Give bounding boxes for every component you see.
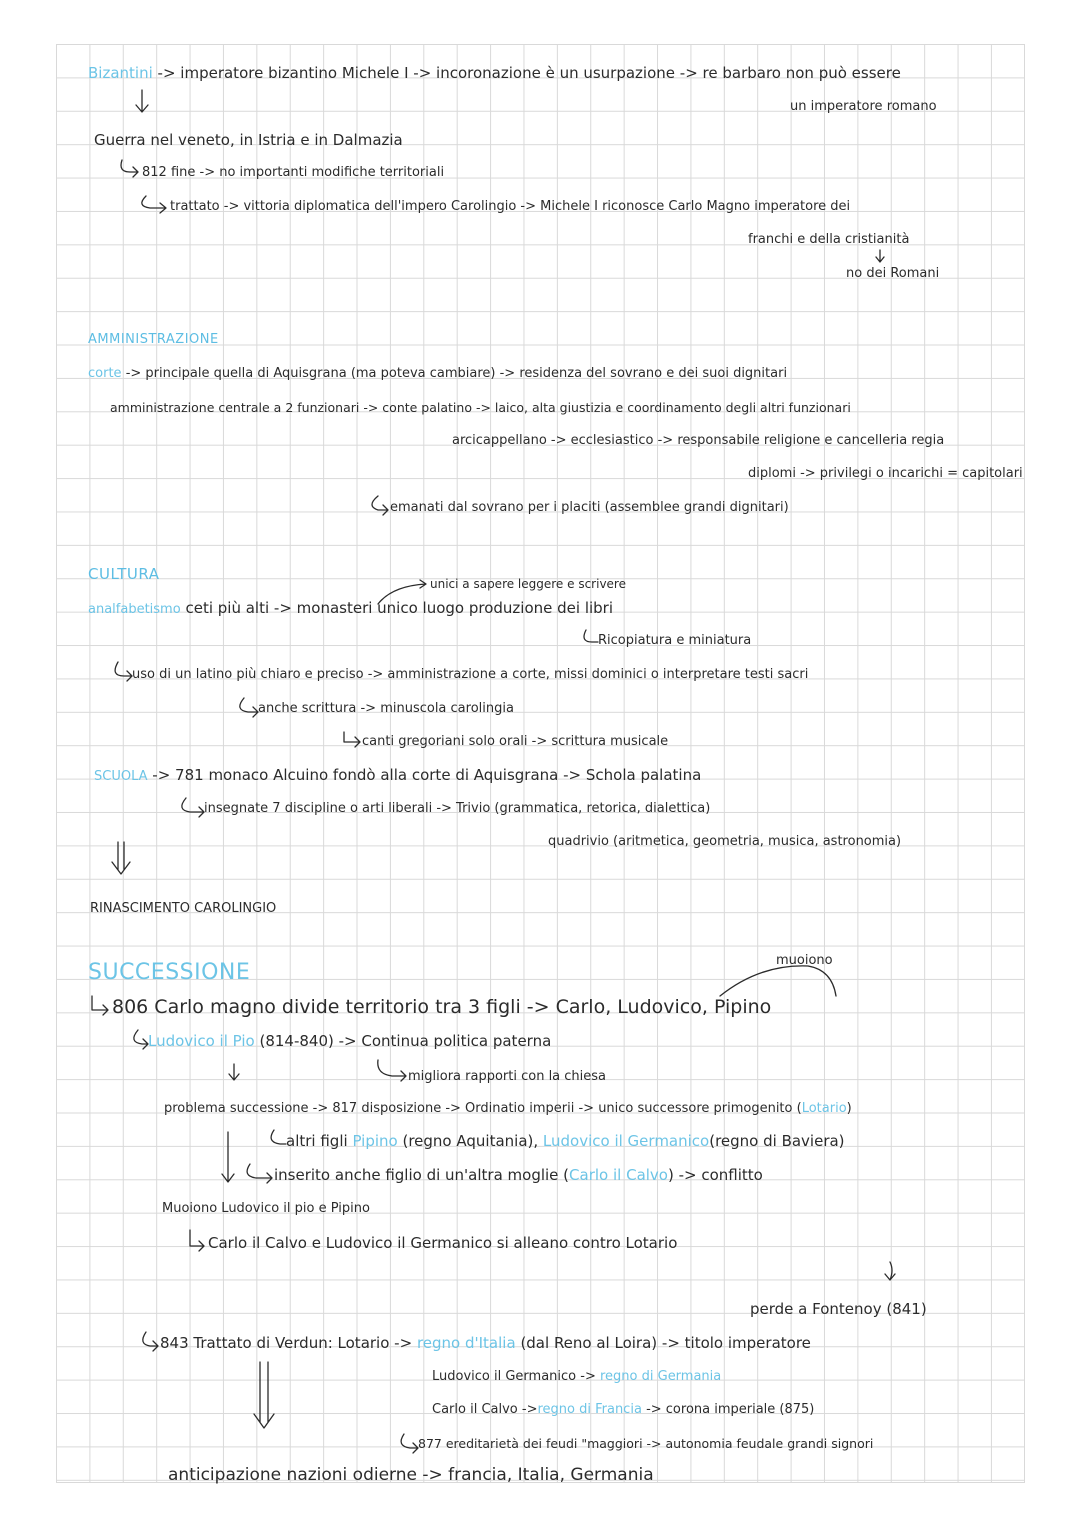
successione-line-10: 843 Trattato di Verdun: Lotario -> regno d'Italia (dal Reno al Loira) -> titolo imperatore (160, 1334, 811, 1352)
successione-line-8: Carlo il Calvo e Ludovico il Germanico si alleano contro Lotario (208, 1234, 678, 1252)
bizantini-label: Bizantini (88, 64, 153, 82)
bizantini-line-2: un imperatore romano (790, 99, 937, 114)
amministrazione-line-4: diplomi -> privilegi o incarichi = capitolari (748, 466, 1023, 481)
bizantini-line-5: trattato -> vittoria diplomatica dell'impero Carolingio -> Michele I riconosce Carlo Magno imperatore dei (170, 199, 851, 214)
successione-line-14: anticipazione nazioni odierne -> francia, Italia, Germania (168, 1465, 654, 1485)
hook-arrow-icon (115, 662, 132, 681)
scuola-label: SCUOLA (94, 769, 148, 784)
successione-line-4: problema successione -> 817 disposizione -> Ordinatio imperii -> unico successore primogenito (Lotario) (164, 1101, 852, 1116)
lotario-name: Lotario (801, 1101, 847, 1116)
successione-line-2: Ludovico il Pio (814-840) -> Continua politica paterna (148, 1032, 552, 1050)
cultura-line-3: uso di un latino più chiaro e preciso -> amministrazione a corte, missi dominici o interpretare testi sacri (132, 667, 809, 682)
down-arrow-icon (229, 1064, 239, 1080)
hook-arrow-icon (190, 1230, 204, 1251)
successione-line-3: migliora rapporti con la chiesa (408, 1069, 607, 1084)
successione-line-13: 877 ereditarietà dei feudi "maggiori -> autonomia feudale grandi signori (418, 1436, 874, 1451)
down-arrow-icon (136, 90, 148, 112)
cultura-line-2: Ricopiatura e miniatura (598, 633, 752, 648)
successione-line-5: altri figli Pipino (regno Aquitania), Ludovico il Germanico(regno di Baviera) (286, 1132, 845, 1150)
successione-line-11: Ludovico il Germanico -> regno di Germania (432, 1369, 722, 1384)
amministrazione-line-3: arcicappellano -> ecclesiastico -> responsabile religione e cancelleria regia (452, 433, 945, 448)
hook-arrow-icon (401, 1434, 418, 1453)
hook-arrow-icon (344, 732, 360, 747)
hook-arrow-icon (182, 798, 204, 817)
cultura-line-6: SCUOLA -> 781 monaco Alcuino fondò alla corte di Aquisgrana -> Schola palatina (94, 766, 702, 784)
rinascimento-carolingio: RINASCIMENTO CAROLINGIO (90, 901, 277, 916)
muoiono-note: muoiono (776, 953, 833, 968)
down-arrow-icon (885, 1262, 895, 1280)
ludovico-il-pio-name: Ludovico il Pio (148, 1032, 255, 1050)
amministrazione-line-1: corte -> principale quella di Aquisgrana (ma poteva cambiare) -> residenza del sovrano e dei suoi dignitari (88, 366, 788, 381)
hook-arrow-icon (121, 160, 138, 177)
hook-arrow-icon (240, 698, 258, 717)
cultura-line-5: canti gregoriani solo orali -> scrittura musicale (362, 734, 669, 749)
cultura-line-7: insegnate 7 discipline o arti liberali -> Trivio (grammatica, retorica, dialettica) (204, 801, 711, 816)
hook-arrow-icon (143, 1332, 158, 1351)
curved-arrow-icon (378, 580, 426, 604)
successione-line-7: Muoiono Ludovico il pio e Pipino (162, 1201, 370, 1216)
corte-label: corte (88, 366, 122, 381)
successione-line-6: inserito anche figlio di un'altra moglie (Carlo il Calvo) -> conflitto (274, 1166, 763, 1184)
hook-arrow-icon (134, 1030, 148, 1049)
cultura-note-above: unici a sapere leggere e scrivere (430, 577, 626, 591)
amministrazione-line-5: emanati dal sovrano per i placiti (assemblee grandi dignitari) (390, 500, 789, 515)
bizantini-line-7: no dei Romani (846, 266, 940, 281)
analfabetismo-label: analfabetismo (88, 602, 181, 617)
hook-arrow-icon (142, 196, 166, 213)
cultura-line-4: anche scrittura -> minuscola carolingia (258, 701, 514, 716)
successione-line-1: 806 Carlo magno divide territorio tra 3 figli -> Carlo, Ludovico, Pipino (112, 996, 772, 1018)
successione-line-12: Carlo il Calvo ->regno di Francia -> corona imperiale (875) (432, 1402, 815, 1417)
bizantini-line-1: Bizantini -> imperatore bizantino Michele I -> incoronazione è un usurpazione -> re barbaro non può essere (88, 64, 901, 82)
hook-arrow-icon (92, 996, 108, 1015)
cultura-line-8: quadrivio (aritmetica, geometria, musica, astronomia) (548, 834, 902, 849)
successione-heading: SUCCESSIONE (88, 960, 251, 985)
bizantini-line-6: franchi e della cristianità (748, 232, 910, 247)
double-down-arrow-icon (254, 1362, 274, 1428)
successione-line-9: perde a Fontenoy (841) (750, 1300, 927, 1318)
amministrazione-line-2: amministrazione centrale a 2 funzionari -> conte palatino -> laico, alta giustizia e coordinamento degli altri funzionari (110, 400, 851, 415)
bizantini-line-3: Guerra nel veneto, in Istria e in Dalmazia (94, 131, 403, 149)
hook-arrow-icon (372, 496, 388, 515)
hook-arrow-icon (584, 630, 598, 642)
hook-arrow-icon (378, 1060, 406, 1081)
amministrazione-heading: AMMINISTRAZIONE (88, 332, 219, 347)
hook-arrow-icon (271, 1130, 286, 1144)
hook-arrow-icon (247, 1164, 272, 1183)
cultura-heading: CULTURA (88, 565, 160, 583)
cultura-line-1: analfabetismo ceti più alti -> monasteri unico luogo produzione dei libri (88, 599, 614, 617)
double-down-arrow-icon (112, 842, 130, 874)
arc-connector-icon (720, 966, 836, 996)
down-arrow-icon (222, 1132, 234, 1182)
bizantini-line-4: 812 fine -> no importanti modifiche territoriali (142, 165, 445, 180)
down-arrow-icon (876, 250, 884, 262)
